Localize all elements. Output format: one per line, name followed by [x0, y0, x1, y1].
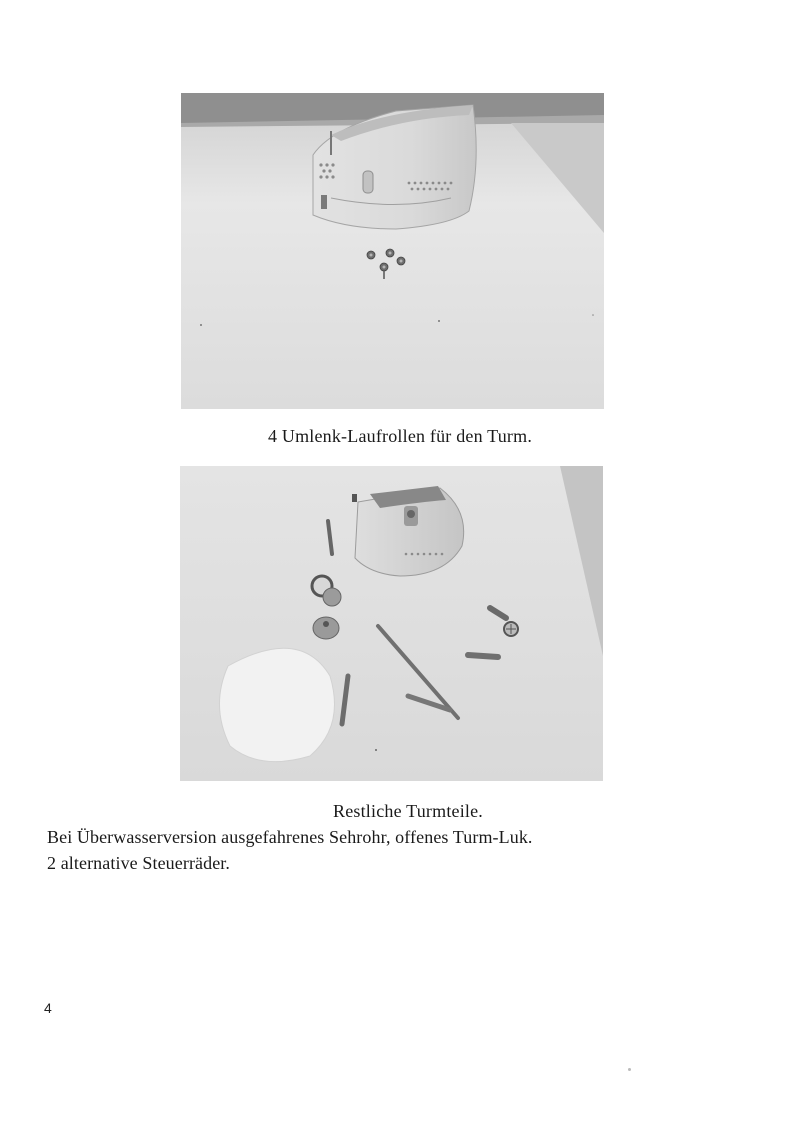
- figure-caption: Restliche Turmteile.: [333, 801, 483, 821]
- body-text-line: Bei Überwasserversion ausgefahrenes Sehrohr, offenes Turm-Luk.: [47, 827, 533, 847]
- figure-caption: 4 Umlenk-Laufrollen für den Turm.: [267, 426, 533, 446]
- tower-rollers-image: [181, 93, 604, 409]
- body-text-line: 2 alternative Steuerräder.: [47, 853, 231, 873]
- scan-speck: [628, 1068, 631, 1071]
- tower-parts-image: [180, 466, 603, 781]
- photo-remaining-tower-parts: [180, 466, 603, 781]
- page-number: 4: [44, 1000, 52, 1016]
- photo-tower-with-rollers: [181, 93, 604, 409]
